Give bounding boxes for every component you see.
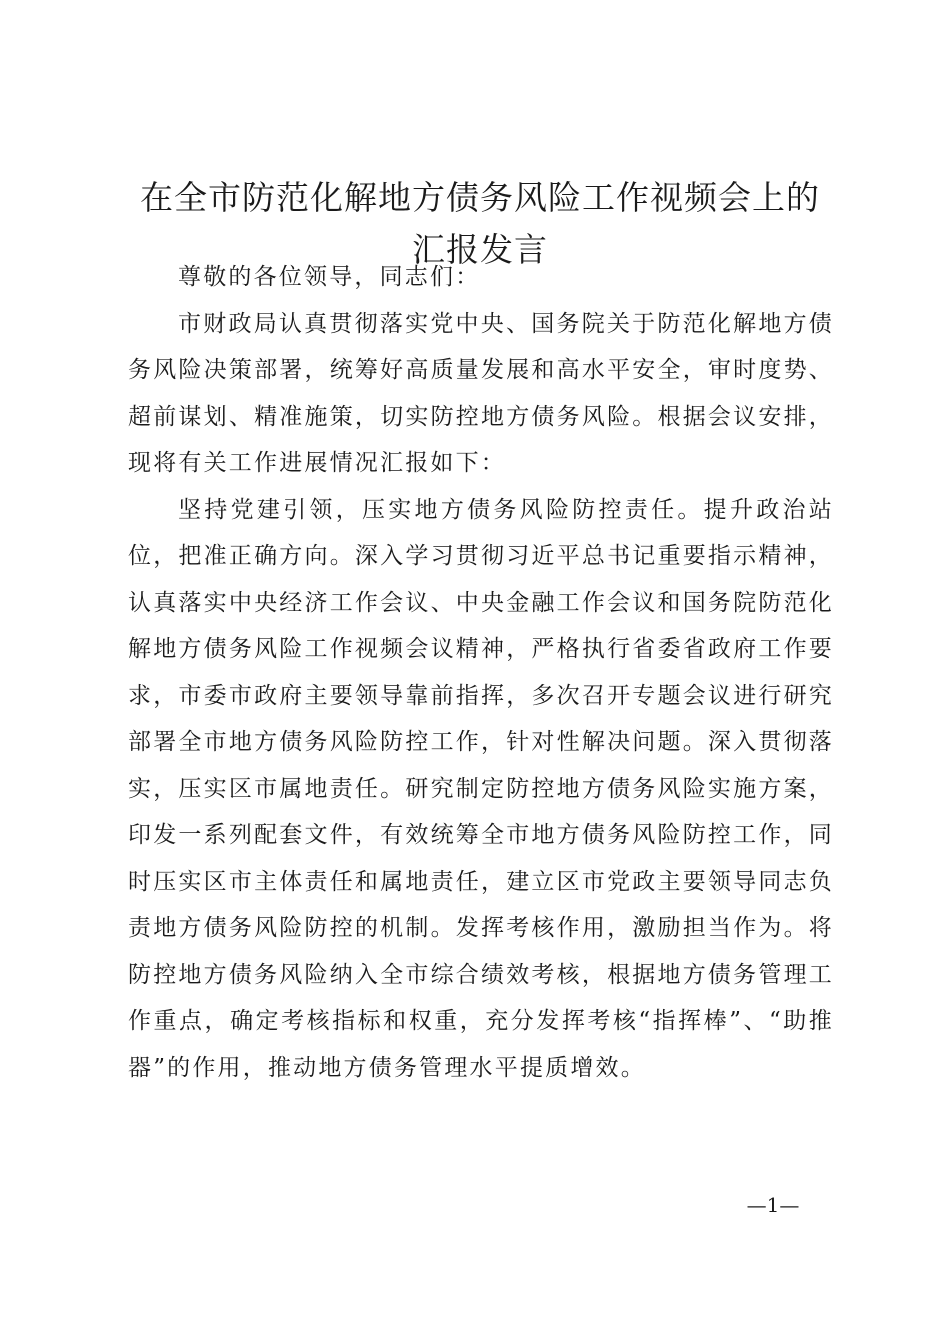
paragraph-party-leadership: 坚持党建引领，压实地方债务风险防控责任。提升政治站位，把准正确方向。深入学习贯彻习近平总书记重要指示精神，认真落实中央经济工作会议、中央金融工作会议和国务院防范化解地方债务风险工作视频会议精神，严格执行省委省政府工作要求，市委市政府主要领导靠前指挥，多次召开专题会议进行研究部署全市地方债务风险防控工作，针对性解决问题。深入贯彻落实，压实区市属地责任。研究制定防控地方债务风险实施方案，印发一系列配套文件，有效统筹全市地方债务风险防控工作，同时压实区市主体责任和属地责任，建立区市党政主要领导同志负责地方债务风险防控的机制。发挥考核作用，激励担当作为。将防控地方债务风险纳入全市综合绩效考核，根据地方债务管理工作重点，确定考核指标和权重，充分发挥考核“指挥棒”、“助推器”的作用，推动地方债务管理水平提质增效。: [128, 496, 834, 1081]
salutation: 尊敬的各位领导，同志们：: [178, 264, 481, 290]
page-number: —1—: [746, 1193, 800, 1217]
title-line-2: 汇报发言: [412, 230, 548, 269]
title-line-1: 在全市防范化解地方债务风险工作视频会上的: [140, 178, 820, 217]
document-body: [128, 254, 834, 1091]
paragraph-intro: 市财政局认真贯彻落实党中央、国务院关于防范化解地方债务风险决策部署，统筹好高质量发展和高水平安全，审时度势、超前谋划、精准施策，切实防控地方债务风险。根据会议安排，现将有关工作进展情况汇报如下：: [128, 310, 834, 476]
